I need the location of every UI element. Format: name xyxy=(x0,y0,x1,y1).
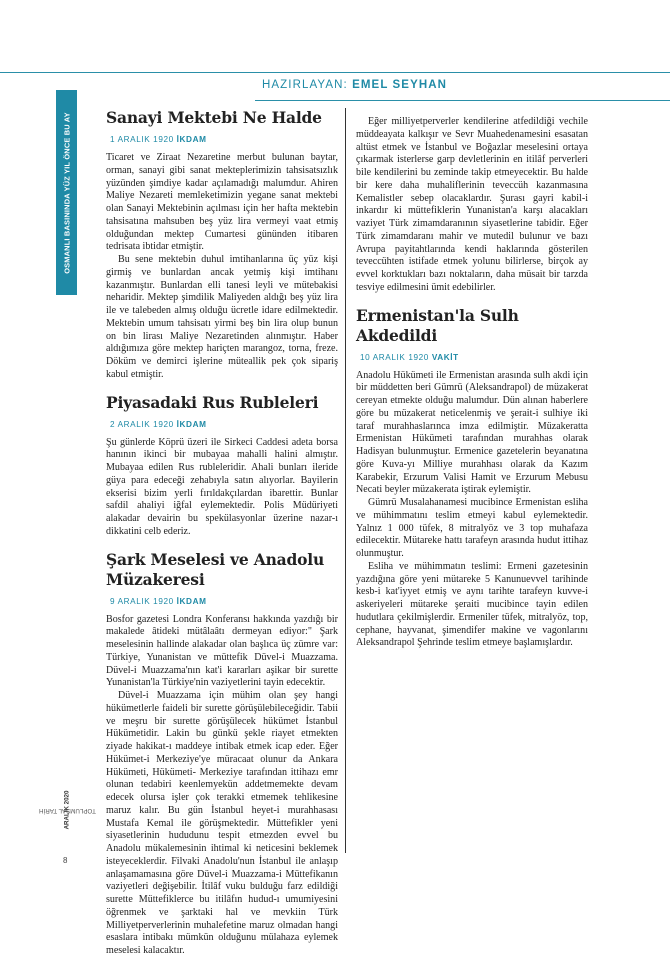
article-source: İKDAM xyxy=(176,419,207,429)
byline-name: EMEL SEYHAN xyxy=(352,79,448,91)
article-title: Sanayi Mektebi Ne Halde xyxy=(106,108,322,127)
byline xyxy=(262,79,447,91)
article-title: Şark Meselesi ve Anadolu Müzakeresi xyxy=(106,549,325,589)
article-paragraph: Esliha ve mühimmatın teslimi: Ermeni gazetesinin yazdığına göre yeni mütareke 5 Kanunuevvel tarihinde kesb-i kat'iyyet etmiş ve aynı tarihte tarafeyn kuvve-i askeriyeleri mütareke şeraiti mucibince tayin edilen hudutlara çekilmişlerdir. Ermeniler tüfek, mitralyöz, top, cephane, hayvanat, şimendifer makine ve vagonlarını Aleksandrapol Şehrinde teslim etmeye başlamışlardır. xyxy=(356,560,588,649)
section-side-tab xyxy=(56,90,77,295)
article-date: 10 ARALIK 1920 xyxy=(360,352,429,362)
article-date: 1 ARALIK 1920 xyxy=(110,135,174,144)
article-paragraph: Eğer milliyetperverler kendilerine atfedildiği vechile müddeayata kalkışır ve Sevr Muahedenamesini esasatan altüst etmek ve İstanbul ve Boğazlar meselesini ortaya çıkarmak isterlerse garp devletlerinin en itilâf perverleri bile kendilerini bu zeminde takip etmeyecektir. Bu halde bir kere daha muhaliflerinin teveccüh kazanmasına Kemalistler sebep olacaklardır. Şurası gayri kabil-i inkardır ki müttefiklerin Yunanistan'a karşı alacakları vaziyet Türk zimamdaranının siyasetlerine tabidir. Eğer Türk zimamdaranı mahir ve mutedil bulunur ve bazı Avrupa payitahtlarında kendi haklarında gösterilen teveccühten istifade etmek yolunu bilirlerse, birçok ay evvel korktukları bazı noktaların, daha müsait bir tarzda tesviye edilmesini ümit edebilirler. xyxy=(356,116,588,293)
magazine-footer xyxy=(38,772,96,847)
article-paragraph: Ticaret ve Ziraat Nezaretine merbut bulunan baytar, orman, sanayi gibi sanat mekteplerimizin tahsisatsızlık yüzünden şimdiye kadar açılamadığı malumdur. Ahiren Maliye Nezareti memleketimizin yegane sanat mektebi olan Sanayi Mektebinin açılması için her hafta mektebin tahsisatına mahsuben beş yüz lira vermeyi vaat etmiş olduğundan mektep Cumartesi gününden itibaren tedrisata ibtidar etmiştir. xyxy=(106,152,338,253)
article-paragraph: Bosfor gazetesi Londra Konferansı hakkında yazdığı bir makalede âtideki mütâlaâtı dermeyan ediyor:" Şark meselesinin hallinde alakadar olan başlıca üç zümre var: Türkiye, Yunanistan ve müttefik Düvel-i Muazzama. Düvel-i Muazzama'nın kat'i kararları aşikar bir surette Yunanistan'la Türkiye'nin vaziyetlerini tayin edecektir. xyxy=(106,613,338,689)
article-paragraph: Anadolu Hükümeti ile Ermenistan arasında sulh akdi için bir müddetten beri Gümrü (Aleksandrapol) de müzakerat cereyan etmekte olduğu malumdur. Dün alınan haberlere göre bu müzakerat neticelenmiş ve şerait-i sulhiye iki taraf murahhaslarınca imza edilmiştir. Müzakeratta Ermenistan Hükümeti tarafından murahhas olarak Hadisyan bulunmuştur. Ermenice gazetelerin beyanatına göre Kuva-yı Milliye murahhası olarak da Kazım Karabekir, Erzurum Valisi Hamit ve Erzurum Mebusu Necati beyler müzakerata iştirak eylemiştir. xyxy=(356,369,588,496)
article-title: Piyasadaki Rus Rubleleri xyxy=(106,392,319,412)
article-source: İKDAM xyxy=(176,135,207,144)
left-column xyxy=(106,108,338,969)
article-date: 2 ARALIK 1920 xyxy=(110,419,174,429)
article-ermenistan-sulh xyxy=(356,306,588,651)
header-rule xyxy=(0,72,670,73)
article-dateline xyxy=(110,420,338,429)
issue-date: ARALIK 2020 xyxy=(63,790,71,829)
article-rus-rubleleri xyxy=(106,393,338,539)
magazine-name: TOPLUMSAL TARİH xyxy=(38,806,96,814)
article-dateline xyxy=(360,353,588,362)
article-dateline xyxy=(110,597,338,606)
column-divider xyxy=(345,108,346,853)
byline-rule xyxy=(255,100,670,101)
article-title: Ermenistan'la Sulh Akdedildi xyxy=(356,305,519,345)
article-source: VAKİT xyxy=(431,352,459,362)
article-dateline xyxy=(110,135,338,144)
article-source: İKDAM xyxy=(176,596,207,606)
article-paragraph: Gümrü Musalahanamesi mucibince Ermenistan esliha ve mühimmatını teslim etmeyi kabul eylemektedir. Yalnız 1 000 tüfek, 8 mitralyöz ve 3 top muhafaza edilecektir. Mütareke hattı tarafeyn arasında hudut ittihaz olunmuştur. xyxy=(356,497,588,559)
article-sark-meselesi xyxy=(106,550,338,958)
article-paragraph: Bu sene mektebin duhul imtihanlarına üç yüz kişi girmiş ve bunlardan ancak yetmiş kişi imtihanı kazanmıştır. Bunlardan elli tanesi leyli ve mütebakisi neharidir. Mektep şimdilik Maliyeden aldığı beş yüz lira ile ve talebeden almış olduğu ücretle idare edilmektedir. Mektebin umum tahsisatı yirmi beş bin lira olup bunun on bin lirası Maliye Nezaretinden alınmıştır. Haber aldığımıza göre mektep hariçten marangoz, torna, freze. Döküm ve demirci işlerine müteallik pek çok sipariş kabul etmiştir. xyxy=(106,254,338,380)
byline-label: HAZIRLAYAN: xyxy=(262,79,348,91)
article-sanayi-mektebi xyxy=(106,108,338,382)
section-title: OSMANLI BASININDA YÜZ YIL ÖNCE BU AY xyxy=(62,111,71,274)
article-sark-meselesi-continued xyxy=(356,116,588,295)
right-column xyxy=(356,116,588,661)
article-paragraph: Düvel-i Muazzama için mühim olan şey hangi hükümetlerle faideli bir surette görüşülebileceğidir. Tabii ve meşru bir surette görüşülecek hükümet İstanbul Hükümetidir. Lakin bu günkü şekle riayet etmekten ziyade hakikat-ı maddeye intibak etmek icap eder. Eğer Hükümet-i Merkeziye'ye müracaat olunur da Ankara Hükümeti, Hükümeti- Merkeziye tarafından ittihazı emr olunan tedabiri keenlemyekün addetmemekte devam edecek olursa işler çok terakki etmemek tehlikesine maruz kalır. Bu gün İstanbul heyet-i murahhasası Mustafa Kemal ile görüşmektedir. Müttefikler yeni siyasetlerinin hududunu tespit etmezden evvel bu Anadolu mükalemesinin ihtimal ki neticesini beklemek isteyeceklerdir. Filvaki Anadolu'nun İstanbul ile anlaşıp anlaşamamasına göre Düvel-i Muazzama-i Müttefikanın vaziyetleri değişebilir. İtilâf vuku bulduğu farz edildiği surette Müttefiklerce bu itilâfın hudud-ı umumiyesini öğrenmek ve şarktaki hal ve mevkiin Türk Milliyetperverlerinin muhalefetine maruz olmadan hangi esaslara intibakı mümkün olduğunu mülahaza eylemek meselesi kalacaktır. xyxy=(106,690,338,956)
article-paragraph: Şu günlerde Köprü üzeri ile Sirkeci Caddesi adeta borsa hanının ikinci bir mubayaa mahalli halini almıştır. Mubayaa edilen Rus rubleleridir. Ahali bunları ileride güya para edeceği zehabıyla satın alıyorlar. Bayilerin ekserisi bizim yerli fırıldakçılardan ibarettir. Bunlar safdil ahaliyi iğfal eylemektedir. Polis Müdüriyeti alakadar devairin bu spekülasyonlar üzerine nazar-ı dikkatini celb ederiz. xyxy=(106,436,338,537)
article-date: 9 ARALIK 1920 xyxy=(110,596,174,606)
page-number: 8 xyxy=(63,856,68,865)
